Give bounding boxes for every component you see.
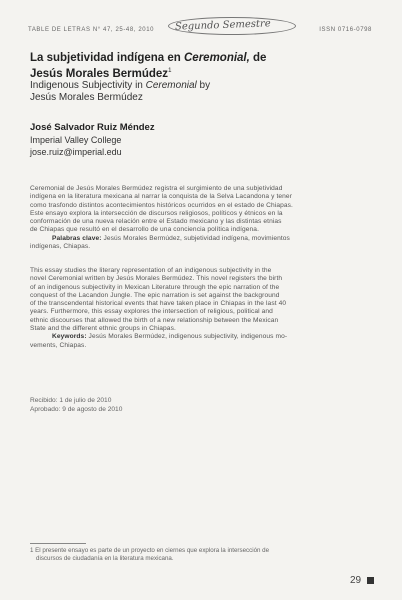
abstract-spanish: Ceremonial de Jesús Morales Bermúdez registra el surgimiento de una subjetividad indígena en la literatura mexicana al narrar la conquista de la Selva Lacandona y tener como trasfondo distintos acontecimientos históricos ocurridos en el estado de Chiapas. Este ensayo explora la intersección de discursos religiosos, políticos y étnicos en la conformación de una nueva relación entre el Estado mexicano y las distintas etnias de Chiapas que resultó en el desarrollo de una conciencia política indígena. Palabras clave: Jesús Morales Bermúdez, subjetividad indígena, movimientos indígenas, Chiapas. <box>30 185 374 251</box>
title-author: Jesús Morales Bermúdez <box>30 67 169 80</box>
keywords-spanish: Palabras clave: Jesús Morales Bermúdez, subjetividad indígena, movimientos <box>52 234 290 242</box>
article-subtitle-english: Indigenous Subjectivity in Ceremonial by Jesús Morales Bermúdez <box>30 80 211 103</box>
journal-citation: TABLE DE LETRAS N° 47, 25-48, 2010 <box>28 27 155 33</box>
page-marker-square <box>367 577 374 584</box>
handwritten-note: Segundo Semestre <box>174 18 271 33</box>
author-institution: Imperial Valley College <box>30 135 122 145</box>
abstract-english: This essay studies the literary representation of an indigenous subjectivity in the novel Ceremonial written by Jesús Morales Bermúdez. This novel registers the birth of an indigenous subjectivity in Mexican Literature through the epic narration of the conquest of the Lacandon Jungle. The epic narration is set against the background of the transcendental historical events that have taken place in Chiapas in the last 40 years. Furthermore, this essay explores the intersection of religious, political and ethnic discourses that allowed the birth of a new relationship between the Mexican State and the different ethnic groups in Chiapas. Keywords: Jesús Morales Bermúdez, indigenous subjectivity, indigenous mo- vements, Chiapas. <box>30 267 374 350</box>
footnote: 1 El presente ensayo es parte de un proyecto en ciernes que explora la intersección de discursos de ciudadanía en la literatura mexicana. <box>30 547 270 562</box>
author-email[interactable]: jose.ruiz@imperial.edu <box>30 147 122 157</box>
author-name: José Salvador Ruiz Méndez <box>30 122 155 133</box>
title-work: Ceremonial, <box>184 52 250 64</box>
footnote-divider <box>30 543 86 544</box>
accepted-date: Aprobado: 9 de agosto de 2010 <box>30 406 123 413</box>
keywords-english: Keywords: Jesús Morales Bermúdez, indigenous subjectivity, indigenous mo- <box>52 333 288 341</box>
footnote-marker: 1 <box>168 68 172 74</box>
page-number: 29 <box>350 575 362 586</box>
received-date: Recibido: 1 de julio de 2010 <box>30 397 112 404</box>
article-title: La subjetividad indígena en Ceremonial, de Jesús Morales Bermúdez$^1$ <box>30 52 267 80</box>
issn: ISSN 0716-0798 <box>319 27 372 33</box>
